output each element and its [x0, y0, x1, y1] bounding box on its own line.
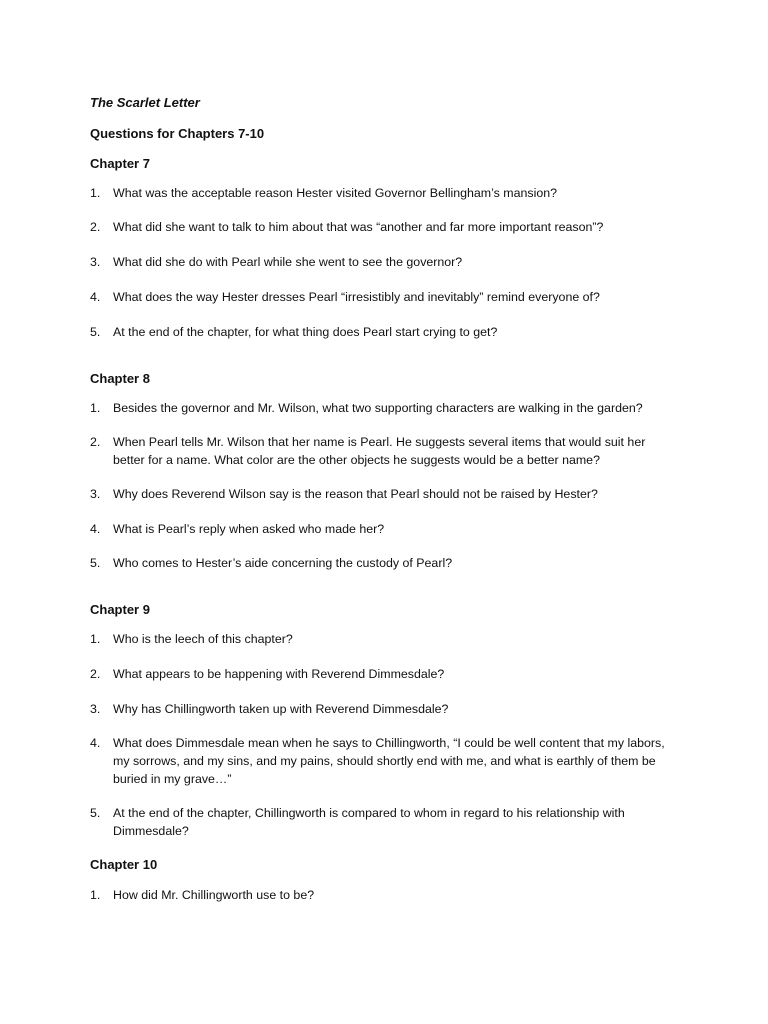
chapter-heading: Chapter 8 [90, 371, 150, 386]
list-item [0, 804, 768, 844]
question-number: 3. [90, 702, 101, 716]
question-number: 1. [90, 401, 101, 415]
question-number: 3. [90, 255, 101, 269]
question-number: 3. [90, 487, 101, 501]
list-item [0, 433, 768, 473]
question-text: Why does Reverend Wilson say is the reason that Pearl should not be raised by Hester? [113, 487, 598, 501]
question-number: 1. [90, 632, 101, 646]
document-title: The Scarlet Letter [90, 95, 200, 110]
question-number: 4. [90, 290, 101, 304]
question-number: 5. [90, 556, 101, 570]
question-number: 4. [90, 522, 101, 536]
question-text: When Pearl tells Mr. Wilson that her name is Pearl. He suggests several items that would suit her better for a name. What color are the other objects he suggests would be a better name? [113, 435, 646, 467]
question-number: 5. [90, 325, 101, 339]
chapter-heading: Chapter 9 [90, 602, 150, 617]
list-item [0, 734, 768, 792]
question-text: What did she do with Pearl while she went to see the governor? [113, 255, 463, 269]
question-text: What is Pearl’s reply when asked who made her? [113, 522, 385, 536]
question-text: Why has Chillingworth taken up with Reverend Dimmesdale? [113, 702, 449, 716]
question-text: What does Dimmesdale mean when he says to Chillingworth, “I could be well content that my labors, my sorrows, and my sins, and my pains, should shortly end with me, and what is earthly of them be buried in my grave…” [113, 736, 665, 786]
question-number: 2. [90, 667, 101, 681]
question-number: 2. [90, 435, 101, 449]
question-text: Who comes to Hester’s aide concerning the custody of Pearl? [113, 556, 453, 570]
question-number: 1. [90, 888, 101, 902]
question-text: How did Mr. Chillingworth use to be? [113, 888, 315, 902]
chapter-heading: Chapter 7 [90, 156, 150, 171]
document-subtitle: Questions for Chapters 7-10 [90, 126, 265, 141]
question-text: At the end of the chapter, for what thing does Pearl start crying to get? [113, 325, 498, 339]
question-text: What did she want to talk to him about that was “another and far more important reason”? [113, 220, 604, 234]
question-text: At the end of the chapter, Chillingworth is compared to whom in regard to his relationship with Dimmesdale? [113, 806, 625, 838]
question-text: What appears to be happening with Reverend Dimmesdale? [113, 667, 445, 681]
question-text: What was the acceptable reason Hester visited Governor Bellingham’s mansion? [113, 186, 557, 200]
question-number: 4. [90, 736, 101, 750]
question-number: 2. [90, 220, 101, 234]
question-number: 1. [90, 186, 101, 200]
question-text: Who is the leech of this chapter? [113, 632, 293, 646]
question-number: 5. [90, 806, 101, 820]
question-text: Besides the governor and Mr. Wilson, what two supporting characters are walking in the garden? [113, 401, 643, 415]
chapter-heading: Chapter 10 [90, 857, 158, 872]
question-text: What does the way Hester dresses Pearl “irresistibly and inevitably” remind everyone of? [113, 290, 600, 304]
